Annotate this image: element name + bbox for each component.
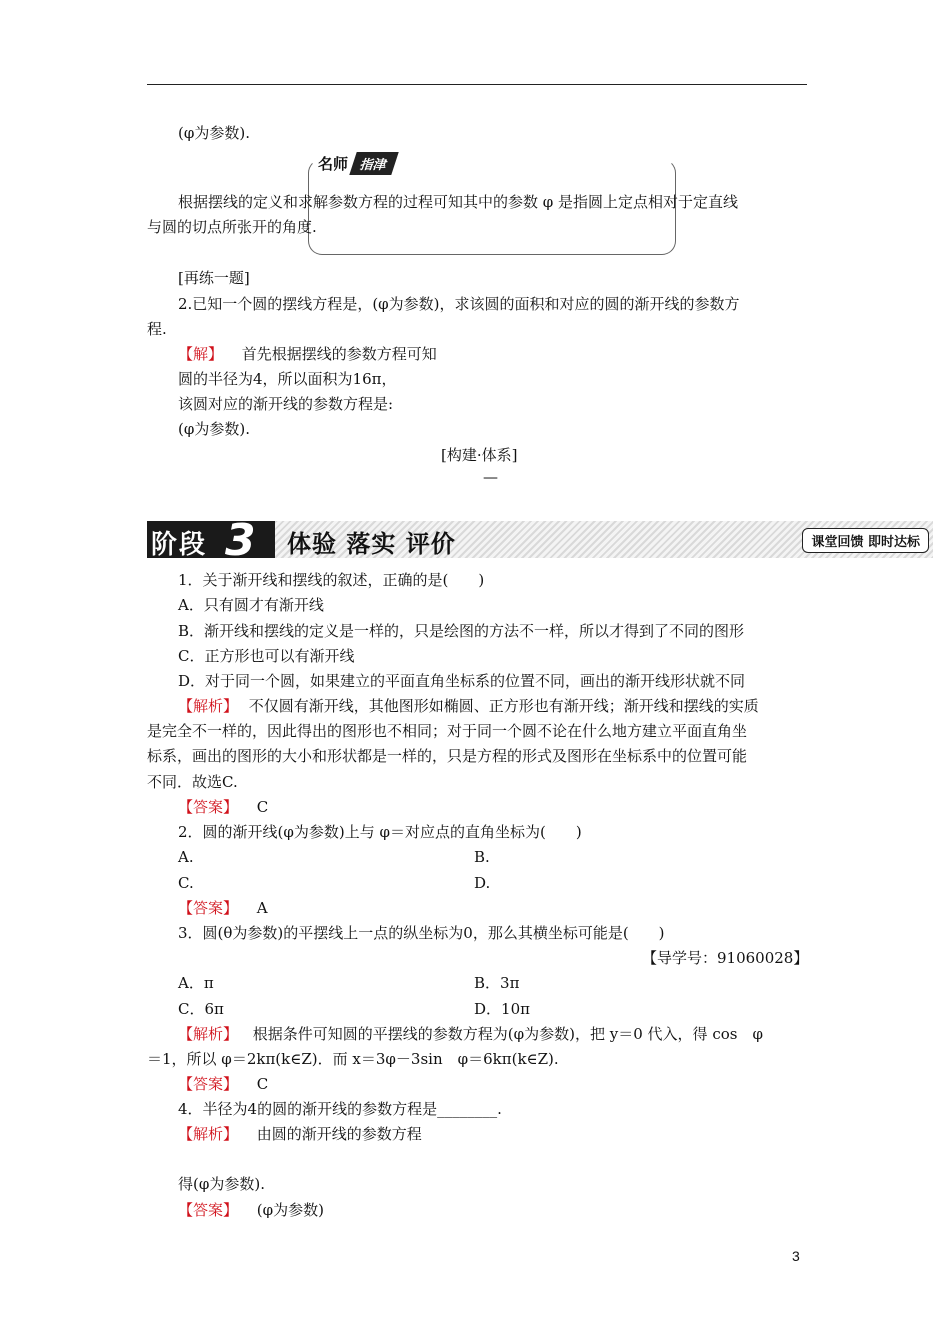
- q3-option-d: D．10π: [474, 1000, 530, 1018]
- practice-solution-1: [178, 344, 437, 364]
- practice-solution-4: (φ为参数).: [178, 420, 250, 438]
- q1-option-d: D．对于同一个圆，如果建立的平面直角坐标系的位置不同，画出的渐开线形状就不同: [178, 672, 746, 690]
- q3-analysis-text-1: 根据条件可知圆的平摆线的参数方程为(φ为参数)，把 y＝0 代入，得 cos φ: [252, 1025, 763, 1043]
- q4-stem: 4．半径为4的圆的渐开线的参数方程是________.: [178, 1100, 502, 1118]
- intro-line: (φ为参数).: [178, 124, 250, 142]
- q3-answer-tag: 【答案】: [178, 1075, 239, 1093]
- q1-stem: 1．关于渐开线和摆线的叙述，正确的是( ): [178, 571, 485, 589]
- q3-guide-number: 【导学号：91060028】: [642, 949, 809, 967]
- q2-option-c: C.: [178, 874, 194, 892]
- q3-option-b: B．3π: [474, 974, 520, 992]
- q1-analysis-1: [178, 696, 759, 716]
- q1-answer: [178, 797, 268, 817]
- q2-answer-value: A: [256, 899, 268, 917]
- q4-analysis-tag: 【解析】: [178, 1125, 239, 1143]
- q3-answer: [178, 1074, 268, 1094]
- q3-stem: 3．圆(θ为参数)的平摆线上一点的纵坐标为0，那么其横坐标可能是( ): [178, 924, 665, 942]
- practice-question-1: 2.已知一个圆的摆线方程是，(φ为参数)，求该圆的面积和对应的圆的渐开线的参数方: [178, 295, 740, 313]
- q1-analysis-4: 不同．故选C.: [147, 773, 238, 791]
- q2-option-d: D.: [474, 874, 491, 892]
- q3-analysis-tag: 【解析】: [178, 1025, 239, 1043]
- q1-option-b: B．渐开线和摆线的定义是一样的，只是绘图的方法不一样，所以才得到了不同的图形: [178, 622, 745, 640]
- q1-analysis-2: 是完全不一样的，因此得出的图形也不相同；对于同一个圆不论在什么地方建立平面直角坐: [147, 722, 748, 740]
- solution-tag: 【解】: [178, 345, 224, 363]
- practice-solution-2: 圆的半径为4，所以面积为16π，: [178, 370, 397, 388]
- q4-answer-value: (φ为参数): [256, 1201, 325, 1219]
- q1-answer-tag: 【答案】: [178, 798, 239, 816]
- stage-number: 3: [225, 515, 256, 566]
- q3-answer-value: C: [256, 1075, 269, 1093]
- q2-option-a: A.: [178, 848, 194, 866]
- q1-analysis-3: 标系，画出的图形的大小和形状都是一样的，只是方程的形式及图形在坐标系中的位置可能: [147, 747, 748, 765]
- tip-line-1: 根据摆线的定义和求解参数方程的过程可知其中的参数 φ 是指圆上定点相对于定直线: [178, 193, 739, 211]
- solution-text-1: 首先根据摆线的参数方程可知: [241, 345, 437, 363]
- q2-answer-tag: 【答案】: [178, 899, 239, 917]
- q4-analysis-2: 得(φ为参数).: [178, 1175, 265, 1193]
- construct-dash: —: [483, 468, 498, 486]
- page-number: 3: [792, 1248, 800, 1264]
- construct-label: [构建·体系]: [441, 446, 518, 464]
- q4-answer: [178, 1200, 324, 1220]
- q4-analysis-1: [178, 1124, 422, 1144]
- tip-line-2: 与圆的切点所张开的角度.: [147, 218, 317, 236]
- banner-title: 体验 落实 评价: [287, 530, 456, 558]
- q1-analysis-tag: 【解析】: [178, 697, 239, 715]
- tip-tab: [316, 152, 395, 174]
- practice-solution-3: 该圆对应的渐开线的参数方程是:: [178, 395, 394, 413]
- q4-answer-tag: 【答案】: [178, 1201, 239, 1219]
- q2-answer: [178, 898, 268, 918]
- tip-tab-left: 名师: [318, 154, 349, 173]
- header-rule: [147, 84, 807, 85]
- q1-option-c: C．正方形也可以有渐开线: [178, 647, 355, 665]
- tip-tab-right: 指津: [349, 152, 398, 175]
- q2-stem: 2．圆的渐开线(φ为参数)上与 φ＝对应点的直角坐标为( ): [178, 823, 582, 841]
- practice-heading: [再练一题]: [178, 269, 250, 287]
- stage-label: 阶段: [151, 530, 208, 560]
- banner-pill: 课堂回馈 即时达标: [802, 528, 929, 553]
- practice-question-2: 程.: [147, 320, 167, 338]
- q3-option-c: C．6π: [178, 1000, 224, 1018]
- q1-option-a: A．只有圆才有渐开线: [178, 596, 324, 614]
- q3-analysis-2: ＝1，所以 φ＝2kπ(k∈Z)．而 x＝3φ－3sin φ＝6kπ(k∈Z).: [147, 1050, 559, 1068]
- q4-analysis-text-1: 由圆的渐开线的参数方程: [256, 1125, 422, 1143]
- stage-banner: [147, 515, 933, 566]
- q3-analysis-1: [178, 1024, 763, 1044]
- q3-option-a: A．π: [178, 974, 214, 992]
- q1-answer-value: C: [256, 798, 269, 816]
- q1-analysis-text-1: 不仅圆有渐开线，其他图形如椭圆、正方形也有渐开线；渐开线和摆线的实质: [248, 697, 759, 715]
- q2-option-b: B.: [474, 848, 490, 866]
